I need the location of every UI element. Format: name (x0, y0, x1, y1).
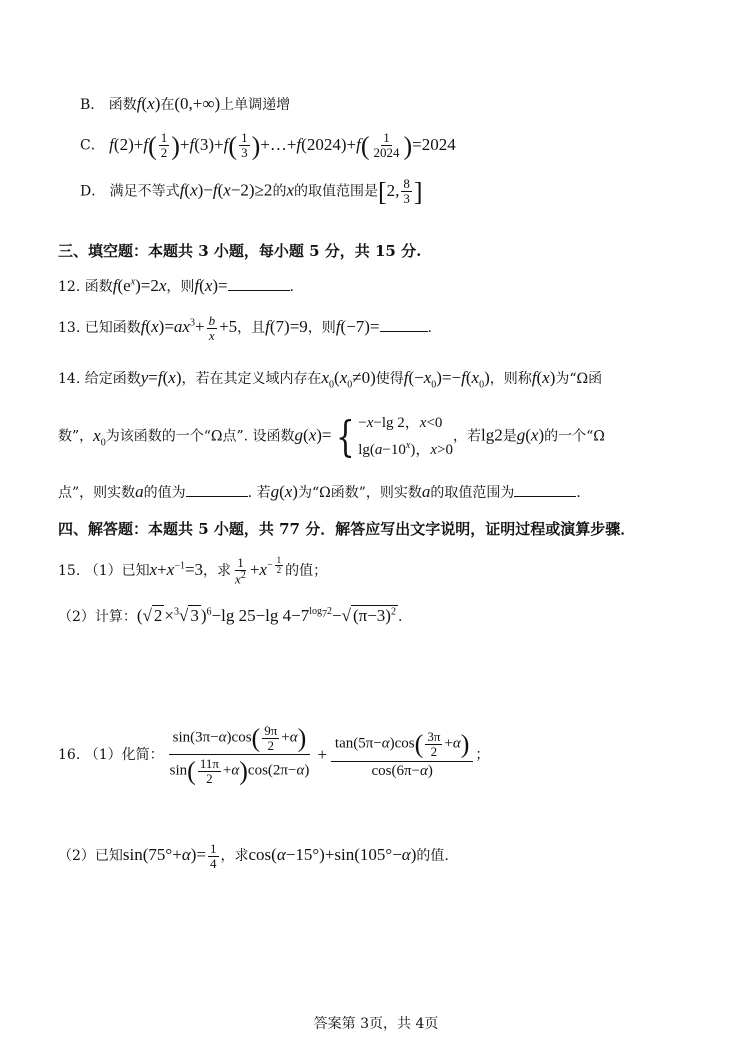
option-d: D． 满足不等式f(x)−f(x−2)≥2的x的取值范围是[2, $\frac{8}{3}$ ] (80, 176, 423, 207)
question-15-part-1: 15. （1）已知$x+x^{-1}=3$，求 $\frac{1}{x^2}$ $+x^{- \frac{1}{2}}$ 的值； (58, 555, 328, 587)
option-c: C． f(2)+f( $\frac{1}{2}$ )+f(3)+f( $\frac{1}{3}$ )+…+f(2024)+f( $\frac{1}{2024}$ )=2024 (80, 130, 456, 161)
question-12: 12. 函数$f(e^x)=2x$，则f(x)= . (58, 276, 295, 295)
question-14-line-1: 14. 给定函数y=f(x)，若在其定义域内存在$x_0(x_0\ne 0)$使得$f(-x_0)=-f(x_0)$，则称f(x)为“Ω函 (58, 368, 603, 391)
question-14-number: 14. (58, 371, 81, 387)
question-16-number: 16. (58, 746, 81, 763)
question-15-part-2: （2）计算：(√ 2 ×$^3$√ 3 )$^6$−lg 25−lg $4-7^{log_72}-√$ $(\pi-3)^2$ . (58, 606, 403, 625)
question-12-number: 12. (58, 279, 81, 295)
section-4-title: 四、解答题：本题共 5 小题，共 77 分．解答应写出文字说明，证明过程或演算步骤． (58, 520, 636, 538)
question-14-line-3: 点”，则实数a的值为 . 若g(x)为“Ω函数”，则实数a的取值范围为 . (58, 482, 581, 501)
option-b-label: B． (80, 97, 105, 113)
option-d-label: D． (80, 183, 106, 200)
question-16-part-2: （2）已知sin(75°+α)= $\frac{1}{4}$ ，求cos(α−15°)+sin(105°−α)的值. (58, 841, 449, 871)
section-3-title: 三、填空题：本题共 3 小题，每小题 5 分，共 15 分. (58, 242, 422, 260)
question-16-part-1: 16. （1）化简： sin(3π−α)cos( $\frac{9\pi}{2}$ +α) sin( $\frac{11\pi}{2}$ +α)cos(2π−α) + tan(5π−α)cos( $\frac{3\pi}{2}$ +α) cos(6π−α) ； (58, 723, 490, 786)
question-13-number: 13. (58, 320, 81, 337)
question-14-line-2: 数”，$x_0$为该函数的一个“Ω点”. 设函数g(x)= { −x−lg 2，x<0 $\lg(a-10^x)$，x>0 ，若lg2是g(x)的一个“Ω (58, 411, 605, 461)
question-15-number: 15. (58, 562, 81, 579)
page-footer: 答案第 3页，共 4页 (313, 1016, 439, 1032)
option-b: B． 函数f(x)在(0,+∞)上单调递增 (80, 94, 291, 113)
option-c-label: C． (80, 137, 105, 154)
question-13: 13. 已知函数$f(x)=ax^3+$ $\frac{b}{x}$ +5，且f(7)=9，则f(−7)= . (58, 313, 432, 343)
